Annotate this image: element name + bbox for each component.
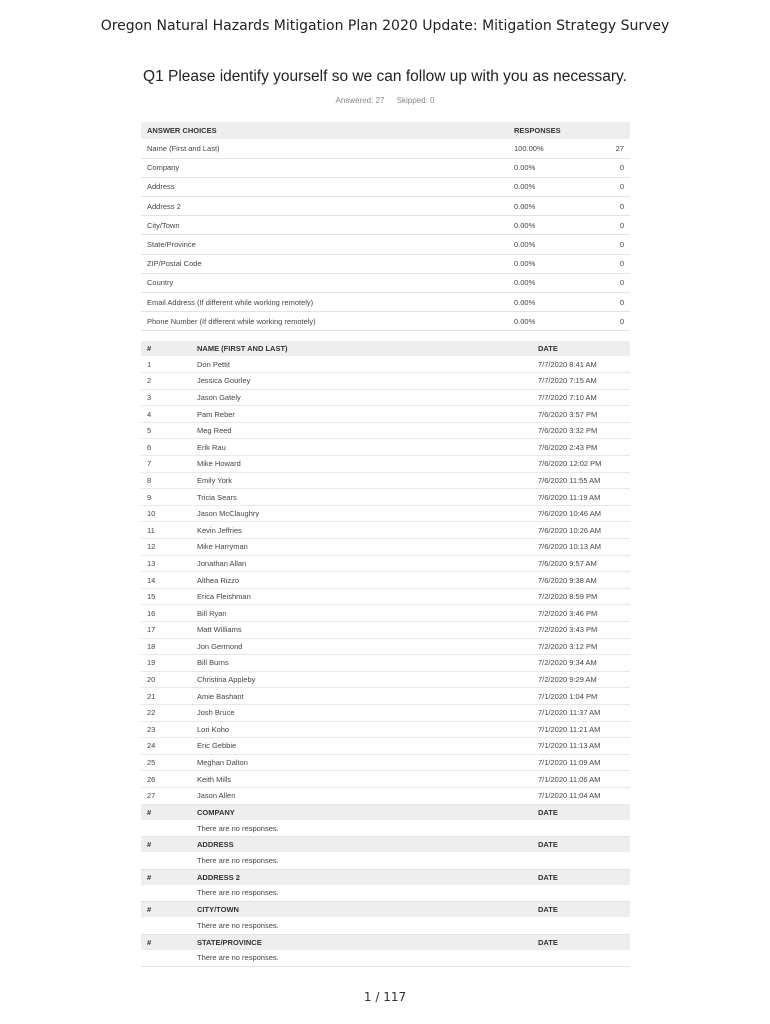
column-header: ADDRESS	[191, 837, 532, 852]
column-header	[582, 122, 630, 139]
respondent-name: Jason Allen	[191, 787, 532, 804]
respondent-name: Jon Germond	[191, 638, 532, 655]
table-row	[141, 389, 630, 406]
column-header: #	[141, 935, 191, 950]
column-header: #	[141, 805, 191, 820]
column-header: #	[141, 902, 191, 917]
table-row	[141, 197, 630, 216]
row-number: 7	[141, 456, 191, 473]
table-header-row	[141, 870, 630, 885]
empty-cell	[141, 852, 191, 869]
column-header: DATE	[532, 837, 630, 852]
table-row	[141, 820, 630, 837]
table-row	[141, 273, 630, 292]
choice-percent: 100.00%	[508, 139, 582, 158]
row-number: 19	[141, 655, 191, 672]
response-date: 7/1/2020 11:09 AM	[532, 754, 630, 771]
response-date: 7/2/2020 3:12 PM	[532, 638, 630, 655]
choice-label: Email Address (If different while working remotely)	[141, 293, 508, 312]
choice-label: Company	[141, 158, 508, 177]
table-row	[141, 235, 630, 254]
column-header: #	[141, 870, 191, 885]
choice-label: Phone Number (If different while working remotely)	[141, 312, 508, 331]
response-date: 7/6/2020 10:13 AM	[532, 539, 630, 556]
table-row	[141, 771, 630, 788]
choice-count: 0	[582, 197, 630, 216]
empty-section-table	[141, 902, 630, 934]
column-header: NAME (FIRST AND LAST)	[191, 341, 532, 356]
respondent-name: Erica Fleishman	[191, 588, 532, 605]
choice-count: 0	[582, 177, 630, 196]
table-row	[141, 787, 630, 804]
respondent-name: Jason McClaughry	[191, 505, 532, 522]
choice-count: 0	[582, 158, 630, 177]
table-row	[141, 158, 630, 177]
row-number: 4	[141, 406, 191, 423]
table-header-row	[141, 837, 630, 852]
table-row	[141, 917, 630, 934]
table-row	[141, 539, 630, 556]
table-row	[141, 605, 630, 622]
table-row	[141, 572, 630, 589]
empty-cell	[532, 852, 630, 869]
empty-cell	[532, 820, 630, 837]
table-row	[141, 555, 630, 572]
choice-percent: 0.00%	[508, 312, 582, 331]
empty-section-table	[141, 805, 630, 837]
choice-percent: 0.00%	[508, 235, 582, 254]
response-date: 7/6/2020 9:38 AM	[532, 572, 630, 589]
row-number: 1	[141, 356, 191, 373]
empty-cell	[532, 950, 630, 967]
table-row	[141, 177, 630, 196]
empty-response-sections	[141, 805, 630, 967]
row-number: 10	[141, 505, 191, 522]
row-number: 11	[141, 522, 191, 539]
response-date: 7/7/2020 7:10 AM	[532, 389, 630, 406]
table-row	[141, 638, 630, 655]
choice-count: 0	[582, 216, 630, 235]
respondent-name: Kevin Jeffries	[191, 522, 532, 539]
empty-cell	[532, 885, 630, 902]
column-header: DATE	[532, 805, 630, 820]
table-row	[141, 721, 630, 738]
response-date: 7/1/2020 11:37 AM	[532, 704, 630, 721]
table-row	[141, 852, 630, 869]
response-date: 7/1/2020 11:04 AM	[532, 787, 630, 804]
response-date: 7/6/2020 2:43 PM	[532, 439, 630, 456]
table-header-row	[141, 805, 630, 820]
table-row	[141, 422, 630, 439]
page-number: 1 / 117	[363, 990, 407, 1004]
row-number: 15	[141, 588, 191, 605]
answer-choices-table	[141, 122, 630, 331]
row-number: 21	[141, 688, 191, 705]
response-date: 7/6/2020 11:55 AM	[532, 472, 630, 489]
table-row	[141, 505, 630, 522]
response-date: 7/1/2020 1:04 PM	[532, 688, 630, 705]
table-row	[141, 622, 630, 639]
choice-count: 0	[582, 273, 630, 292]
table-row	[141, 588, 630, 605]
skipped-count: Skipped: 0	[396, 96, 435, 105]
row-number: 18	[141, 638, 191, 655]
response-date: 7/6/2020 10:46 AM	[532, 505, 630, 522]
respondent-name: Keith Mills	[191, 771, 532, 788]
choice-percent: 0.00%	[508, 293, 582, 312]
table-row	[141, 489, 630, 506]
response-date: 7/1/2020 11:21 AM	[532, 721, 630, 738]
response-date: 7/2/2020 9:29 AM	[532, 671, 630, 688]
row-number: 3	[141, 389, 191, 406]
empty-cell	[141, 885, 191, 902]
table-row	[141, 439, 630, 456]
respondent-name: Amie Bashant	[191, 688, 532, 705]
choice-label: Address 2	[141, 197, 508, 216]
row-number: 12	[141, 539, 191, 556]
no-responses-message: There are no responses.	[191, 950, 532, 967]
row-number: 25	[141, 754, 191, 771]
table-row	[141, 671, 630, 688]
respondents-body	[141, 356, 630, 804]
respondent-name: Mike Harryman	[191, 539, 532, 556]
no-responses-message: There are no responses.	[191, 885, 532, 902]
column-header: #	[141, 341, 191, 356]
respondent-name: Jonathan Allan	[191, 555, 532, 572]
response-date: 7/6/2020 3:57 PM	[532, 406, 630, 423]
document-title: Oregon Natural Hazards Mitigation Plan 2020 Update: Mitigation Strategy Survey	[100, 18, 670, 34]
choice-count: 27	[582, 139, 630, 158]
empty-section-table	[141, 935, 630, 967]
column-header: DATE	[532, 902, 630, 917]
respondent-name: Christina Appleby	[191, 671, 532, 688]
table-row	[141, 139, 630, 158]
choice-count: 0	[582, 312, 630, 331]
answer-choices-body	[141, 139, 630, 331]
table-row	[141, 254, 630, 273]
respondent-name: Tricia Sears	[191, 489, 532, 506]
no-responses-message: There are no responses.	[191, 917, 532, 934]
choice-label: State/Province	[141, 235, 508, 254]
respondent-name: Josh Bruce	[191, 704, 532, 721]
response-date: 7/6/2020 11:19 AM	[532, 489, 630, 506]
table-row	[141, 312, 630, 331]
table-row	[141, 738, 630, 755]
empty-cell	[141, 917, 191, 934]
response-date: 7/6/2020 9:57 AM	[532, 555, 630, 572]
choice-percent: 0.00%	[508, 254, 582, 273]
empty-section-table	[141, 870, 630, 902]
choice-count: 0	[582, 293, 630, 312]
column-header: #	[141, 837, 191, 852]
table-row	[141, 950, 630, 967]
response-date: 7/2/2020 3:46 PM	[532, 605, 630, 622]
row-number: 9	[141, 489, 191, 506]
table-row	[141, 885, 630, 902]
no-responses-message: There are no responses.	[191, 820, 532, 837]
respondent-name: Erik Rau	[191, 439, 532, 456]
choice-label: Country	[141, 273, 508, 292]
table-row	[141, 688, 630, 705]
empty-section-table	[141, 837, 630, 869]
choice-percent: 0.00%	[508, 273, 582, 292]
row-number: 8	[141, 472, 191, 489]
row-number: 2	[141, 373, 191, 390]
question-title: Q1 Please identify yourself so we can follow up with you as necessary.	[143, 68, 627, 85]
respondent-name: Don Pettit	[191, 356, 532, 373]
choice-label: ZIP/Postal Code	[141, 254, 508, 273]
choice-count: 0	[582, 235, 630, 254]
respondent-name: Bill Burns	[191, 655, 532, 672]
table-row	[141, 373, 630, 390]
response-date: 7/7/2020 7:15 AM	[532, 373, 630, 390]
table-row	[141, 406, 630, 423]
table-row	[141, 522, 630, 539]
row-number: 22	[141, 704, 191, 721]
table-row	[141, 456, 630, 473]
respondent-name: Meghan Dalton	[191, 754, 532, 771]
respondent-name: Eric Gebbie	[191, 738, 532, 755]
column-header: DATE	[532, 870, 630, 885]
table-row	[141, 293, 630, 312]
table-row	[141, 655, 630, 672]
respondent-name: Mike Howard	[191, 456, 532, 473]
column-header: STATE/PROVINCE	[191, 935, 532, 950]
response-stats	[0, 96, 770, 105]
choice-label: Address	[141, 177, 508, 196]
response-date: 7/2/2020 9:34 AM	[532, 655, 630, 672]
column-header: ADDRESS 2	[191, 870, 532, 885]
response-date: 7/6/2020 10:26 AM	[532, 522, 630, 539]
no-responses-message: There are no responses.	[191, 852, 532, 869]
choice-percent: 0.00%	[508, 197, 582, 216]
respondent-name: Bill Ryan	[191, 605, 532, 622]
row-number: 27	[141, 787, 191, 804]
row-number: 13	[141, 555, 191, 572]
table-header-row	[141, 902, 630, 917]
row-number: 17	[141, 622, 191, 639]
response-date: 7/1/2020 11:13 AM	[532, 738, 630, 755]
respondent-name: Jessica Gourley	[191, 373, 532, 390]
table-header-row	[141, 122, 630, 139]
respondent-name: Lori Koho	[191, 721, 532, 738]
column-header: ANSWER CHOICES	[141, 122, 508, 139]
table-row	[141, 216, 630, 235]
row-number: 6	[141, 439, 191, 456]
respondents-table	[141, 341, 630, 805]
empty-cell	[141, 950, 191, 967]
table-row	[141, 356, 630, 373]
table-header-row	[141, 341, 630, 356]
table-row	[141, 472, 630, 489]
choice-count: 0	[582, 254, 630, 273]
empty-cell	[532, 917, 630, 934]
choice-percent: 0.00%	[508, 216, 582, 235]
empty-cell	[141, 820, 191, 837]
column-header: COMPANY	[191, 805, 532, 820]
answered-count: Answered: 27	[335, 96, 385, 105]
table-header-row	[141, 935, 630, 950]
respondent-name: Pam Reber	[191, 406, 532, 423]
table-row	[141, 704, 630, 721]
respondent-name: Althea Rizzo	[191, 572, 532, 589]
respondent-name: Matt Williams	[191, 622, 532, 639]
response-date: 7/6/2020 3:32 PM	[532, 422, 630, 439]
response-date: 7/2/2020 3:43 PM	[532, 622, 630, 639]
row-number: 24	[141, 738, 191, 755]
respondent-name: Jason Gately	[191, 389, 532, 406]
row-number: 5	[141, 422, 191, 439]
response-date: 7/1/2020 11:06 AM	[532, 771, 630, 788]
choice-label: Name (First and Last)	[141, 139, 508, 158]
column-header: DATE	[532, 935, 630, 950]
choice-percent: 0.00%	[508, 177, 582, 196]
choice-percent: 0.00%	[508, 158, 582, 177]
row-number: 16	[141, 605, 191, 622]
row-number: 14	[141, 572, 191, 589]
response-date: 7/6/2020 12:02 PM	[532, 456, 630, 473]
response-date: 7/7/2020 8:41 AM	[532, 356, 630, 373]
respondent-name: Meg Reed	[191, 422, 532, 439]
column-header: DATE	[532, 341, 630, 356]
table-row	[141, 754, 630, 771]
row-number: 23	[141, 721, 191, 738]
column-header: RESPONSES	[508, 122, 582, 139]
response-date: 7/2/2020 8:59 PM	[532, 588, 630, 605]
row-number: 20	[141, 671, 191, 688]
choice-label: City/Town	[141, 216, 508, 235]
row-number: 26	[141, 771, 191, 788]
respondent-name: Emily York	[191, 472, 532, 489]
column-header: CITY/TOWN	[191, 902, 532, 917]
